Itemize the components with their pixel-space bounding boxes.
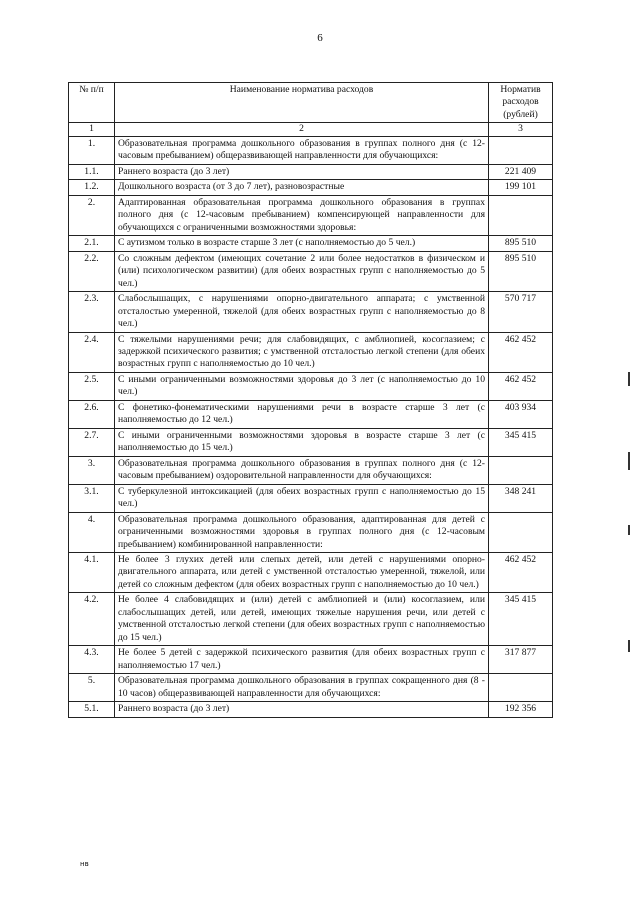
table-row bbox=[69, 702, 553, 717]
edge-mark bbox=[628, 372, 630, 386]
row-number: 4.3. bbox=[69, 646, 115, 674]
row-value bbox=[489, 512, 553, 552]
header-value: Норматив расходов (рублей) bbox=[489, 83, 553, 123]
footer-mark: нв bbox=[80, 860, 89, 868]
page-number: 6 bbox=[317, 32, 323, 44]
row-value: 221 409 bbox=[489, 164, 553, 179]
row-value: 462 452 bbox=[489, 553, 553, 593]
row-value: 895 510 bbox=[489, 236, 553, 251]
row-number: 1.2. bbox=[69, 180, 115, 195]
row-name: Дошкольного возраста (от 3 до 7 лет), разновозрастные bbox=[115, 180, 489, 195]
row-value: 462 452 bbox=[489, 372, 553, 400]
row-name: С тяжелыми нарушениями речи; для слабовидящих, с амблиопией, косоглазием; с задержкой психического развития; с умственной отсталостью легкой степени (для обеих возрастных групп с наполняемостью до 10 чел.) bbox=[115, 332, 489, 372]
row-value: 317 877 bbox=[489, 646, 553, 674]
row-value bbox=[489, 674, 553, 702]
row-number: 1. bbox=[69, 136, 115, 164]
header-row bbox=[69, 83, 553, 123]
row-name: Образовательная программа дошкольного образования в группах полного дня (с 12-часовым пребыванием) оздоровительной направленности для обучающихся: bbox=[115, 456, 489, 484]
table-row bbox=[69, 553, 553, 593]
row-name: С иными ограниченными возможностями здоровья в возрасте старше 3 лет (с наполняемостью до 15 чел.) bbox=[115, 428, 489, 456]
table-row bbox=[69, 674, 553, 702]
edge-mark bbox=[628, 640, 630, 652]
row-number: 2.3. bbox=[69, 292, 115, 332]
norms-table bbox=[68, 82, 553, 718]
index-cell: 1 bbox=[69, 123, 115, 137]
row-name: С аутизмом только в возрасте старше 3 лет (с наполняемостью до 5 чел.) bbox=[115, 236, 489, 251]
table-row bbox=[69, 372, 553, 400]
row-number: 5. bbox=[69, 674, 115, 702]
row-name: Раннего возраста (до 3 лет) bbox=[115, 164, 489, 179]
table-row bbox=[69, 593, 553, 646]
row-number: 3. bbox=[69, 456, 115, 484]
row-name: С туберкулезной интоксикацией (для обеих возрастных групп с наполняемостью до 15 чел.) bbox=[115, 484, 489, 512]
row-number: 2.7. bbox=[69, 428, 115, 456]
table-row bbox=[69, 136, 553, 164]
row-name: Со сложным дефектом (имеющих сочетание 2 или более недостатков в физическом и (или) психологическом развитии) (для обеих возрастных групп с наполняемостью до 5 чел.) bbox=[115, 251, 489, 291]
row-value: 403 934 bbox=[489, 400, 553, 428]
table-body bbox=[69, 136, 553, 717]
table-row bbox=[69, 195, 553, 235]
table-row bbox=[69, 646, 553, 674]
row-number: 2.6. bbox=[69, 400, 115, 428]
row-number: 2.2. bbox=[69, 251, 115, 291]
row-value: 345 415 bbox=[489, 428, 553, 456]
table-row bbox=[69, 292, 553, 332]
table-row bbox=[69, 251, 553, 291]
row-name: Образовательная программа дошкольного образования в группах сокращенного дня (8 - 10 часов) общеразвивающей направленности для обучающихся: bbox=[115, 674, 489, 702]
row-value bbox=[489, 136, 553, 164]
row-number: 4.2. bbox=[69, 593, 115, 646]
table-row bbox=[69, 428, 553, 456]
row-value: 199 101 bbox=[489, 180, 553, 195]
row-value: 345 415 bbox=[489, 593, 553, 646]
header-name: Наименование норматива расходов bbox=[115, 83, 489, 123]
row-name: Не более 5 детей с задержкой психического развития (для обеих возрастных групп с наполняемостью 17 чел.) bbox=[115, 646, 489, 674]
table-row bbox=[69, 400, 553, 428]
table-row bbox=[69, 236, 553, 251]
row-name: Раннего возраста (до 3 лет) bbox=[115, 702, 489, 717]
row-value: 192 356 bbox=[489, 702, 553, 717]
row-number: 4.1. bbox=[69, 553, 115, 593]
table-row bbox=[69, 164, 553, 179]
row-value: 462 452 bbox=[489, 332, 553, 372]
row-name: Не более 3 глухих детей или слепых детей, или детей с нарушениями опорно-двигательного аппарата, или детей с умственной отсталостью умеренной, тяжелой, или детей со сложным дефектом (для обеих возрастных групп с наполняемостью до 10 чел.) bbox=[115, 553, 489, 593]
header-number: № п/п bbox=[69, 83, 115, 123]
row-number: 2.5. bbox=[69, 372, 115, 400]
table-row bbox=[69, 484, 553, 512]
row-value bbox=[489, 456, 553, 484]
table-row bbox=[69, 512, 553, 552]
row-number: 2. bbox=[69, 195, 115, 235]
table-row bbox=[69, 332, 553, 372]
row-value: 570 717 bbox=[489, 292, 553, 332]
row-name: Слабослышащих, с нарушениями опорно-двигательного аппарата; с умственной отсталостью умеренной, тяжелой (для обеих возрастных групп с наполняемостью до 8 чел.) bbox=[115, 292, 489, 332]
row-name: Не более 4 слабовидящих и (или) детей с амблиопией и (или) косоглазием, или слабослышащих детей, или детей, имеющих тяжелые нарушения речи, или детей с умственной отсталостью легкой степени (для обеих возрастных групп с наполняемостью до 15 чел.) bbox=[115, 593, 489, 646]
row-name: Адаптированная образовательная программа дошкольного образования в группах полного дня (с 12-часовым пребыванием) компенсирующей направленности для обучающихся с ограниченными возможностями здоровья: bbox=[115, 195, 489, 235]
row-number: 3.1. bbox=[69, 484, 115, 512]
row-number: 5.1. bbox=[69, 702, 115, 717]
index-row bbox=[69, 123, 553, 137]
edge-mark bbox=[628, 452, 630, 470]
table-row bbox=[69, 456, 553, 484]
row-name: Образовательная программа дошкольного образования, адаптированная для детей с ограниченными возможностями здоровья в группах полного дня (с 12-часовым пребыванием) комбинированной направленности: bbox=[115, 512, 489, 552]
row-number: 4. bbox=[69, 512, 115, 552]
row-number: 2.4. bbox=[69, 332, 115, 372]
row-value: 348 241 bbox=[489, 484, 553, 512]
row-number: 2.1. bbox=[69, 236, 115, 251]
row-value bbox=[489, 195, 553, 235]
table-row bbox=[69, 180, 553, 195]
row-number: 1.1. bbox=[69, 164, 115, 179]
edge-mark bbox=[628, 525, 630, 535]
index-cell: 3 bbox=[489, 123, 553, 137]
row-value: 895 510 bbox=[489, 251, 553, 291]
index-cell: 2 bbox=[115, 123, 489, 137]
row-name: Образовательная программа дошкольного образования в группах полного дня (с 12-часовым пребыванием) общеразвивающей направленности для обучающихся: bbox=[115, 136, 489, 164]
row-name: С фонетико-фонематическими нарушениями речи в возрасте старше 3 лет (с наполняемостью до 12 чел.) bbox=[115, 400, 489, 428]
row-name: С иными ограниченными возможностями здоровья до 3 лет (с наполняемостью до 10 чел.) bbox=[115, 372, 489, 400]
